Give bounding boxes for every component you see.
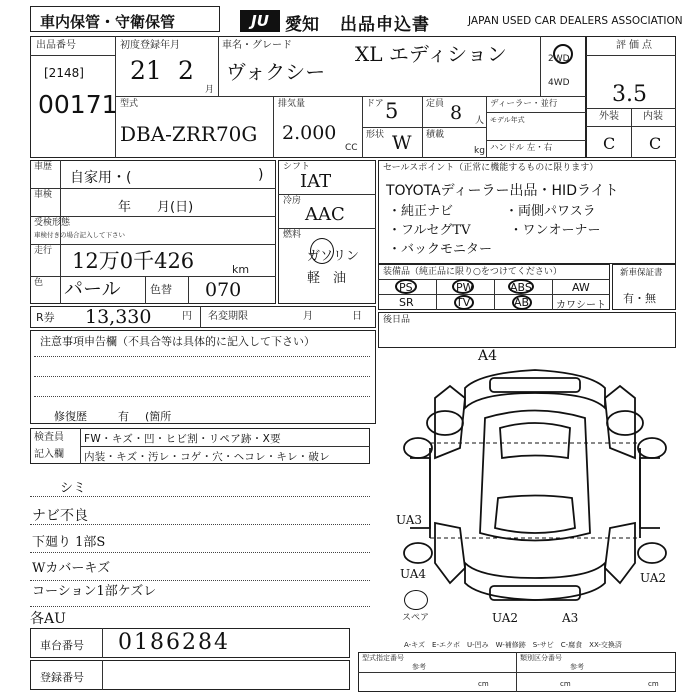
diagram-mark-ua2-bottom: UA2	[492, 611, 519, 625]
previous-sub: 車検付きの場合記入して下さい	[34, 231, 125, 239]
sales-line-2: ・純正ナビ ・両側パワスラ	[388, 204, 596, 219]
shape-label: 形状	[366, 130, 385, 140]
association-name: JAPAN USED CAR DEALERS ASSOCIATION	[468, 15, 683, 27]
score-label: 評価点	[616, 40, 655, 51]
model-grade: XL エディション	[355, 42, 507, 66]
previous-label: 受検形態	[34, 218, 71, 228]
displacement-label: 排気量	[278, 99, 306, 109]
model-label: 車名・グレード	[222, 40, 292, 51]
option-tv-mark	[454, 295, 474, 310]
color-change-label: 色替	[150, 283, 172, 296]
new-warranty-label: 新車保証書	[620, 268, 663, 278]
tax-frame	[30, 306, 376, 328]
chassis-value: 0186284	[118, 630, 230, 655]
ac-label: 冷房	[283, 196, 302, 206]
inspector-row-2: 内装・キズ・汚レ・コゲ・穴・ヘコレ・キレ・破レ	[84, 451, 330, 463]
inspector-note-6: 各AU	[30, 611, 66, 627]
registration-month: 2	[178, 56, 194, 85]
drive-4wd: 4WD	[548, 78, 570, 88]
capacity-value: 8	[450, 102, 463, 124]
color-code: 070	[205, 279, 242, 301]
cm-2: cm	[560, 680, 571, 688]
inspector-label-2: 記入欄	[34, 449, 64, 460]
org-name: 愛知	[285, 15, 319, 35]
ju-logo-text: JU	[251, 12, 269, 30]
inspector-note-4: Wカバーキズ	[32, 561, 111, 576]
cm-3: cm	[648, 680, 659, 688]
tax-unit: 円	[182, 311, 192, 322]
sales-points-label: セールスポイント（正常に機能するものに限ります）	[383, 163, 599, 173]
score-value: 3.5	[612, 82, 647, 107]
doors-label: ドア	[366, 99, 384, 109]
color-label: 色	[34, 278, 44, 288]
spare-circle	[404, 590, 428, 610]
option-ps-mark	[395, 279, 417, 294]
option-abs: ABS	[510, 281, 532, 294]
damage-legend: A-キズ E-エクボ U-凹み W-補修跡 S-サビ C-腐食 XX-交換済	[404, 641, 622, 649]
registration-label: 初度登録年月	[120, 40, 180, 51]
option-ab-mark	[512, 295, 532, 310]
form-title: 出品申込書	[340, 15, 430, 35]
month-unit: 月	[205, 85, 215, 95]
tax-day: 日	[352, 311, 362, 322]
registration-year: 21	[130, 56, 162, 85]
int-label: 内装	[643, 111, 663, 122]
type-value: DBA-ZRR70G	[120, 122, 258, 146]
storage-notice: 車内保管・守衛保管	[40, 13, 176, 31]
dealer-label: ディーラー・並行	[490, 99, 558, 109]
inspection-value: 年 月(日)	[118, 200, 194, 215]
option-abs-mark	[508, 279, 534, 294]
inspector-row-1: FW・キズ・凹・ヒビ割・リペア跡・X要	[84, 433, 281, 445]
notes-label: 注意事項申告欄（不具合等は具体的に記入して下さい）	[40, 335, 315, 348]
option-tv: TV	[456, 296, 471, 309]
tax-month: 月	[303, 311, 313, 322]
fuel-gasoline-circle	[310, 238, 334, 264]
lot-label: 出品番号	[36, 40, 76, 51]
color-value: パール	[64, 278, 121, 300]
shift-label: シフト	[283, 162, 311, 172]
repair-label: 修復歴	[54, 410, 87, 423]
inspector-note-3: 下廻り 1部S	[32, 535, 106, 550]
ac-value: AAC	[305, 204, 345, 225]
handle-label: ハンドル 左・右	[490, 143, 553, 153]
capacity-label: 定員	[426, 99, 445, 109]
diagram-mark-ua4: UA4	[400, 567, 427, 581]
inspector-note-5: コーション1部ケズレ	[32, 584, 157, 599]
ju-logo	[240, 10, 280, 32]
sales-line-3: ・フルセグTV ・ワンオーナー	[388, 223, 601, 238]
designation-label: 型式指定番号	[362, 654, 404, 662]
ext-value: C	[603, 134, 616, 153]
mileage-label: 走行	[34, 246, 53, 256]
inspector-note-2: ナビ不良	[32, 508, 88, 524]
capacity-unit: 人	[475, 116, 485, 126]
diagram-mark-a4: A4	[478, 348, 498, 364]
option-aw: AW	[572, 281, 590, 294]
inspector-note-1: シミ	[60, 481, 87, 496]
fuel-label: 燃料	[283, 230, 302, 240]
ref-label-2: 参考	[570, 663, 584, 671]
option-seat: カワシート	[556, 300, 606, 311]
inspection-label: 車検	[34, 190, 53, 200]
model-name: ヴォクシー	[226, 60, 326, 84]
load-unit: kg	[474, 146, 485, 156]
warranty-value: 有・無	[623, 292, 656, 305]
option-ps: PS	[399, 281, 413, 294]
repair-value: 有	[118, 410, 129, 423]
mileage-unit: km	[232, 263, 250, 276]
doors-value: 5	[385, 99, 399, 123]
tax-label: R券	[36, 311, 55, 324]
diagram-mark-ua3: UA3	[396, 513, 423, 527]
lot-sub: [2148]	[44, 66, 84, 80]
tax-value: 13,330	[85, 306, 152, 328]
inspector-label-1: 検査員	[34, 432, 64, 443]
option-sr: SR	[399, 296, 414, 309]
fuel-gasoline: ガソリン	[307, 249, 360, 264]
reg-label: 登録番号	[40, 671, 84, 684]
history-label: 車歴	[34, 162, 53, 172]
option-ab: AB	[514, 296, 530, 309]
cm-1: cm	[478, 680, 489, 688]
drive-2wd: 2WD	[548, 54, 570, 64]
option-pw-mark	[452, 279, 474, 294]
mileage-value: 12万0千426	[72, 249, 195, 273]
ref-label-1: 参考	[412, 663, 426, 671]
displacement-value: 2.000	[282, 122, 337, 144]
history-value-close: )	[258, 167, 264, 183]
repair-location: (箇所	[145, 410, 172, 423]
lot-number: 00171	[38, 90, 118, 119]
car-damage-diagram	[390, 348, 680, 638]
diagram-mark-ua2-right: UA2	[640, 571, 667, 585]
model-year-label: モデル年式	[490, 116, 525, 124]
history-value: 自家用・(	[70, 170, 132, 186]
sales-line-4: ・バックモニター	[388, 242, 493, 257]
shape-value: W	[392, 132, 412, 154]
int-value: C	[649, 134, 662, 153]
load-label: 積載	[426, 130, 445, 140]
shift-value: IAT	[300, 171, 332, 192]
spare-label: スペア	[402, 613, 430, 623]
option-pw: PW	[456, 281, 474, 294]
fuel-diesel: 軽 油	[307, 271, 347, 286]
name-change-label: 名変期限	[208, 311, 248, 322]
diagram-mark-a3: A3	[562, 611, 579, 625]
category-label: 類別区分番号	[520, 654, 562, 662]
displacement-unit: CC	[345, 143, 358, 153]
attach-label: 後日品	[383, 315, 411, 325]
sales-line-1: TOYOTAディーラー出品・HIDライト	[386, 183, 619, 199]
chassis-label: 車台番号	[40, 639, 84, 652]
attach-frame	[378, 312, 676, 348]
ext-label: 外装	[599, 111, 619, 122]
type-label: 型式	[120, 99, 139, 109]
options-label: 装備品（純正品に限り○をつけてください）	[383, 267, 562, 277]
drive-2wd-circle	[553, 44, 573, 64]
